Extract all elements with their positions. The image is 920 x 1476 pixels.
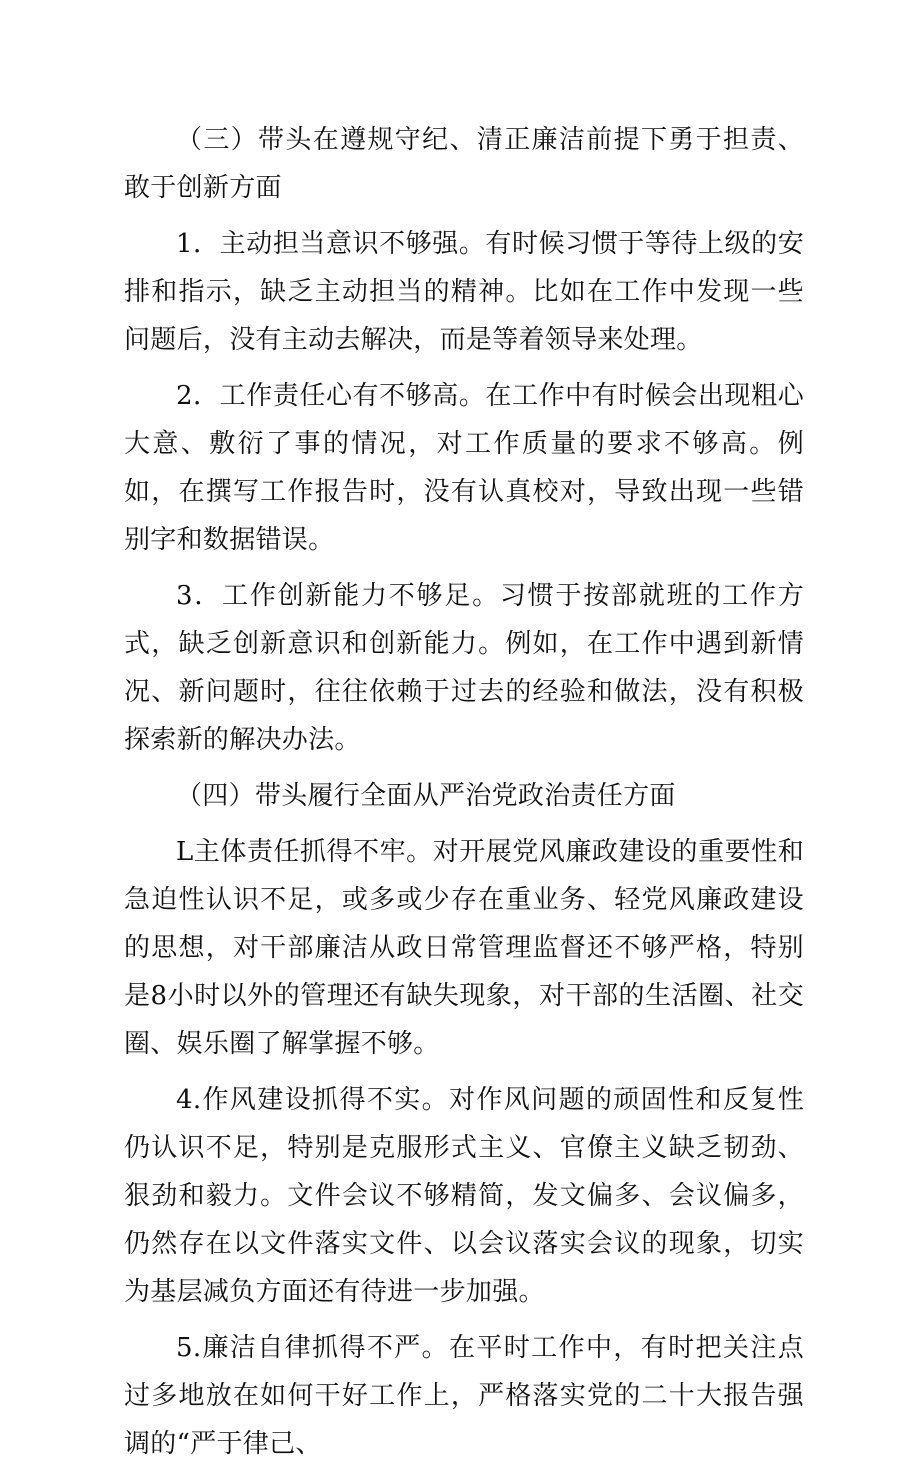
section-heading-3: （三）带头在遵规守纪、清正廉洁前提下勇于担责、敢于创新方面 <box>124 125 804 203</box>
list-item-4: 4.作风建设抓得不实。对作风问题的顽固性和反复性仍认识不足，特别是克服形式主义、官僚主义缺乏韧劲、狠劲和毅力。文件会议不够精简，发文偏多、会议偏多，仍然存在以文件落实文件、以会议落实会议的现象，切实为基层减负方面还有待进一步加强。 <box>124 1085 804 1307</box>
section-heading-4: （四）带头履行全面从严治党政治责任方面 <box>176 781 676 811</box>
document-body <box>124 116 804 1476</box>
list-item-l: L主体责任抓得不牢。对开展党风廉政建设的重要性和急迫性认识不足，或多或少存在重业务、轻党风廉政建设的思想，对干部廉洁从政日常管理监督还不够严格，特别是8小时以外的管理还有缺失现象，对干部的生活圈、社交圈、娱乐圈了解掌握不够。 <box>124 837 804 1059</box>
list-item-1: 1．主动担当意识不够强。有时候习惯于等待上级的安排和指示，缺乏主动担当的精神。比如在工作中发现一些问题后，没有主动去解决，而是等着领导来处理。 <box>124 229 804 355</box>
list-item-2: 2．工作责任心有不够高。在工作中有时候会出现粗心大意、敷衍了事的情况，对工作质量的要求不够高。例如，在撰写工作报告时，没有认真校对，导致出现一些错别字和数据错误。 <box>124 381 804 555</box>
list-item-3: 3．工作创新能力不够足。习惯于按部就班的工作方式，缺乏创新意识和创新能力。例如，在工作中遇到新情况、新问题时，往往依赖于过去的经验和做法，没有积极探索新的解决办法。 <box>124 581 804 755</box>
list-item-5: 5.廉洁自律抓得不严。在平时工作中，有时把关注点过多地放在如何干好工作上，严格落实党的二十大报告强调的“严于律己、 <box>124 1333 804 1459</box>
